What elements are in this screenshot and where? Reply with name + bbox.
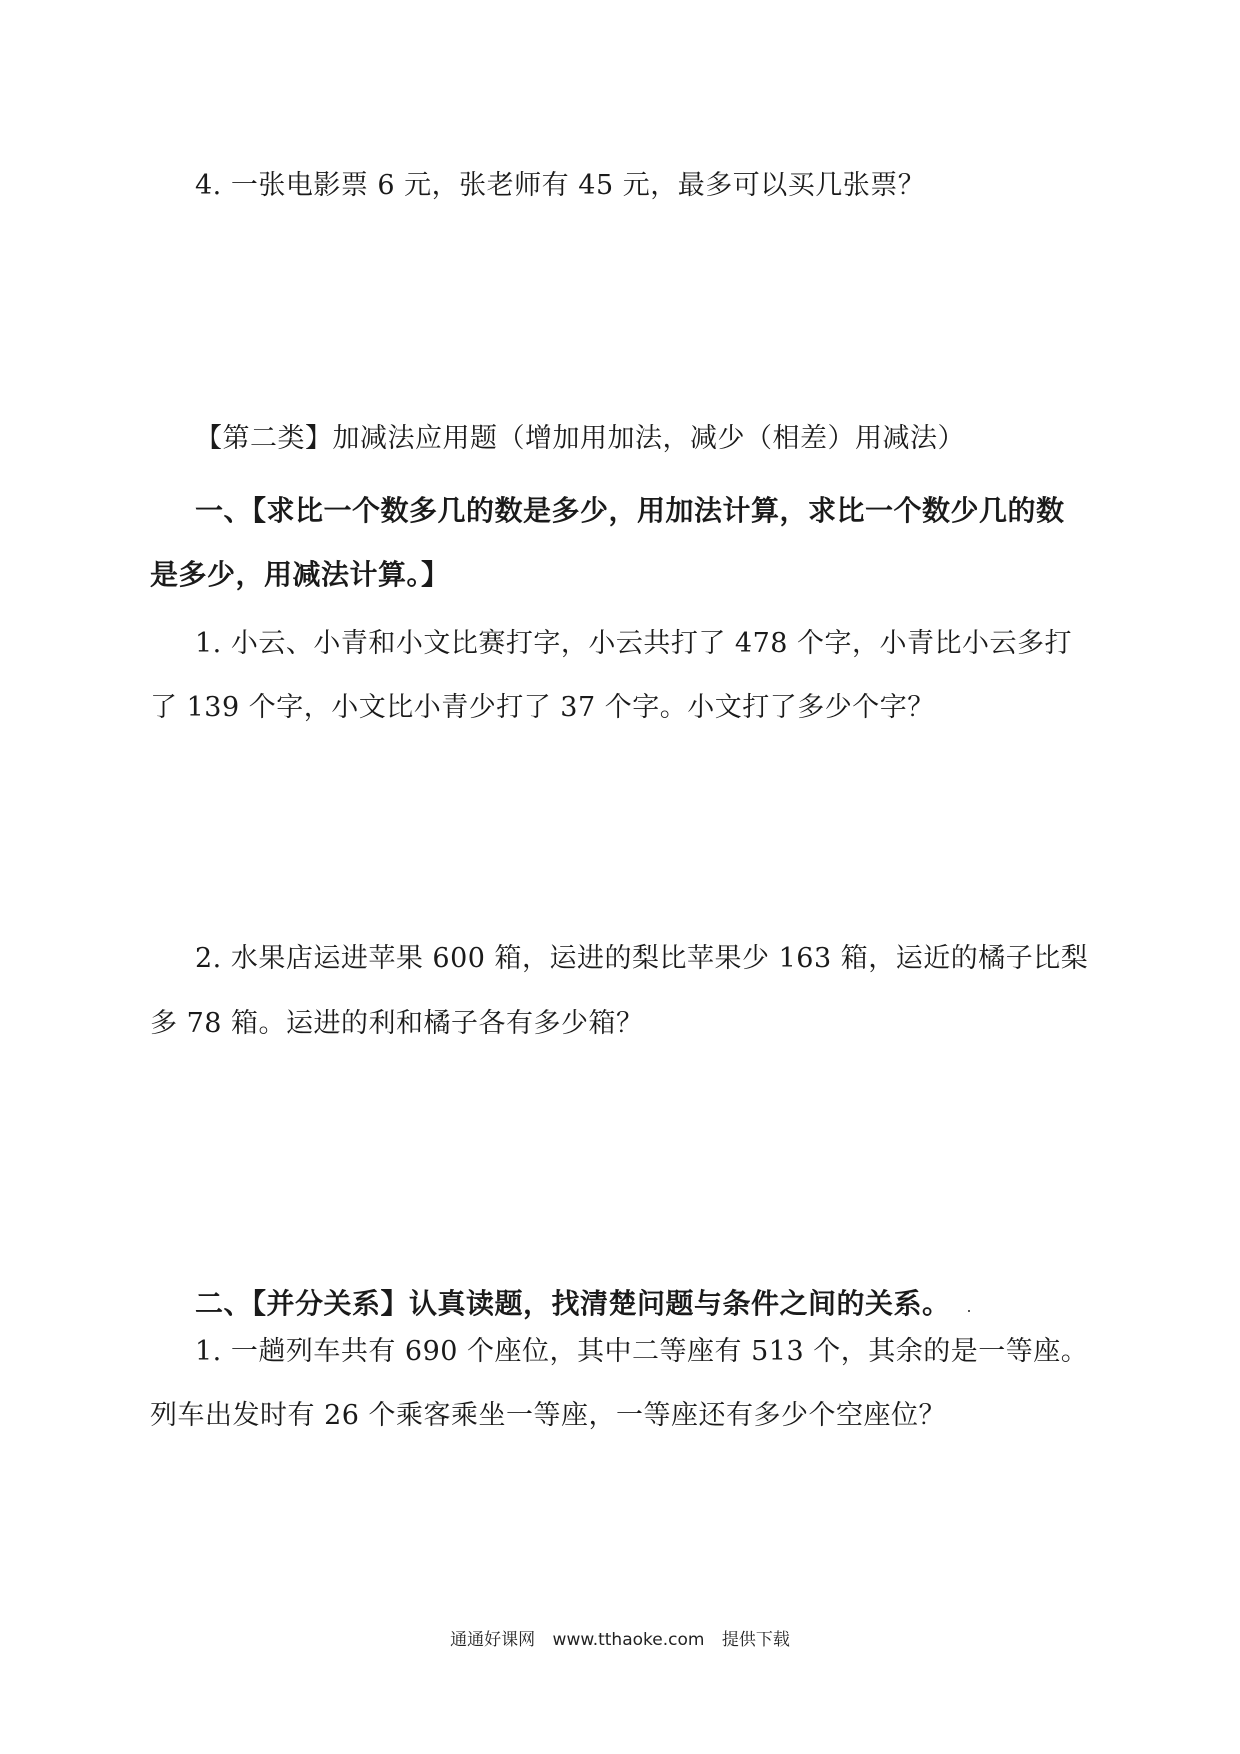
footer-site-name: 通通好课网 (450, 1630, 536, 1650)
page-footer (0, 1625, 1240, 1650)
section-1-question-1-line-2: 了 139 个字，小文比小青少打了 37 个字。小文打了多少个字？ (150, 692, 935, 723)
section-1-question-2-line-1: 2. 水果店运进苹果 600 箱，运进的梨比苹果少 163 箱，运近的橘子比梨 (195, 943, 1089, 974)
question-4: 4. 一张电影票 6 元，张老师有 45 元，最多可以买几张票？ (195, 170, 926, 201)
section-1-heading-line-2: 是多少，用减法计算。】 (150, 558, 450, 591)
section-2-question-1-line-2: 列车出发时有 26 个乘客乘坐一等座，一等座还有多少个空座位？ (150, 1400, 947, 1431)
section-1-question-1-line-1: 1. 小云、小青和小文比赛打字，小云共打了 478 个字，小青比小云多打 (195, 628, 1073, 659)
section-1-heading-line-1: 一、【求比一个数多几的数是多少，用加法计算，求比一个数少几的数 (195, 494, 1065, 527)
category-2-heading: 【第二类】加减法应用题（增加用加法，减少（相差）用减法） (195, 423, 965, 454)
section-2-heading: 二、【并分关系】认真读题，找清楚问题与条件之间的关系。 (195, 1287, 951, 1320)
scan-speck (968, 1310, 970, 1312)
section-2-question-1-line-1: 1. 一趟列车共有 690 个座位，其中二等座有 513 个，其余的是一等座。 (195, 1336, 1089, 1367)
footer-suffix: 提供下载 (721, 1630, 790, 1650)
section-1-question-2-line-2: 多 78 箱。运进的利和橘子各有多少箱？ (150, 1008, 644, 1039)
footer-url[interactable]: www.tthaoke.com (552, 1630, 705, 1650)
